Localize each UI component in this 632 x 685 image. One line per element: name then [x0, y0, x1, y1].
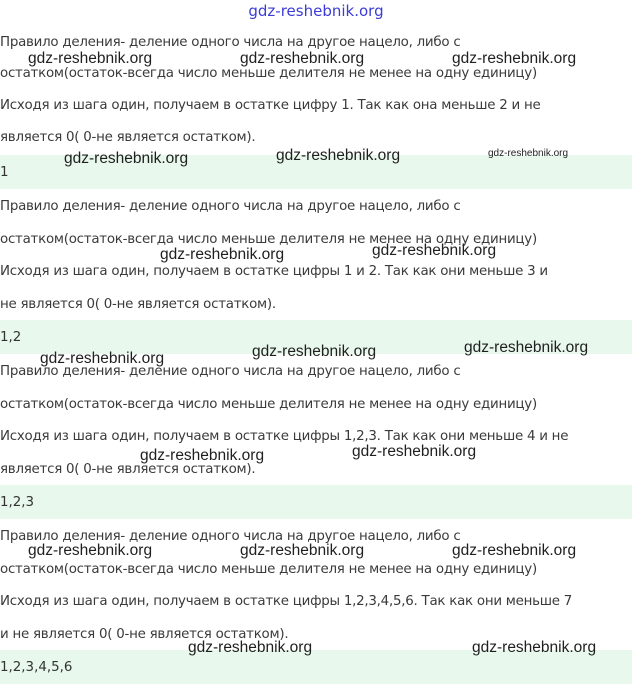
- watermark: gdz-reshebnik.org: [240, 542, 365, 559]
- watermark: gdz-reshebnik.org: [488, 148, 569, 159]
- step-text-line: Исходя из шага один, получаем в остатке цифру 1. Так как она меньше 2 и не: [0, 98, 541, 113]
- watermark: gdz-reshebnik.org: [464, 339, 589, 356]
- step-text-line: не является 0( 0-не является остатком).: [0, 297, 276, 312]
- rule-text-line: остатком(остаток-всегда число меньше делителя не менее на одну единицу): [0, 232, 537, 247]
- rule-text-line: остатком(остаток-всегда число меньше делителя не менее на одну единицу): [0, 66, 537, 81]
- rule-text-line: остатком(остаток-всегда число меньше делителя не менее на одну единицу): [0, 397, 537, 412]
- rule-text-line: Правило деления- деление одного числа на другое нацело, либо с: [0, 199, 461, 214]
- watermark: gdz-reshebnik.org: [452, 542, 577, 559]
- watermark: gdz-reshebnik.org: [188, 639, 313, 656]
- watermark: gdz-reshebnik.org: [240, 50, 365, 67]
- answer-text: 1,2: [0, 330, 22, 345]
- answer-text: 1: [0, 165, 9, 180]
- rule-text-line: остатком(остаток-всегда число меньше делителя не менее на одну единицу): [0, 562, 537, 577]
- watermark: gdz-reshebnik.org: [28, 542, 153, 559]
- step-text-line: является 0( 0-не является остатком).: [0, 130, 256, 145]
- watermark: gdz-reshebnik.org: [140, 447, 265, 464]
- rule-text-line: Правило деления- деление одного числа на другое нацело, либо с: [0, 529, 461, 544]
- watermark: gdz-reshebnik.org: [160, 246, 285, 263]
- step-text-line: Исходя из шага один, получаем в остатке цифры 1 и 2. Так как они меньше 3 и: [0, 264, 548, 279]
- watermark: gdz-reshebnik.org: [28, 50, 153, 67]
- step-text-line: Исходя из шага один, получаем в остатке цифры 1,2,3,4,5,6. Так как они меньше 7: [0, 594, 573, 609]
- answer-text: 1,2,3,4,5,6: [0, 660, 73, 675]
- watermark: gdz-reshebnik.org: [372, 242, 497, 259]
- watermark: gdz-reshebnik.org: [352, 443, 477, 460]
- rule-text-line: Правило деления- деление одного числа на другое нацело, либо с: [0, 364, 461, 379]
- watermark: gdz-reshebnik.org: [452, 50, 577, 67]
- watermark: gdz-reshebnik.org: [252, 343, 377, 360]
- rule-text-line: Правило деления- деление одного числа на другое нацело, либо с: [0, 35, 461, 50]
- answer-band: [0, 485, 632, 519]
- answer-text: 1,2,3: [0, 495, 35, 510]
- site-header-link[interactable]: gdz-reshebnik.org: [248, 2, 384, 20]
- watermark: gdz-reshebnik.org: [472, 639, 597, 656]
- step-text-line: Исходя из шага один, получаем в остатке цифры 1,2,3. Так как они меньше 4 и не: [0, 429, 569, 444]
- step-text-line: является 0( 0-не является остатком).: [0, 462, 256, 477]
- watermark: gdz-reshebnik.org: [276, 147, 401, 164]
- step-text-line: и не является 0( 0-не является остатком).: [0, 627, 289, 642]
- watermark: gdz-reshebnik.org: [64, 150, 189, 167]
- watermark: gdz-reshebnik.org: [40, 350, 165, 367]
